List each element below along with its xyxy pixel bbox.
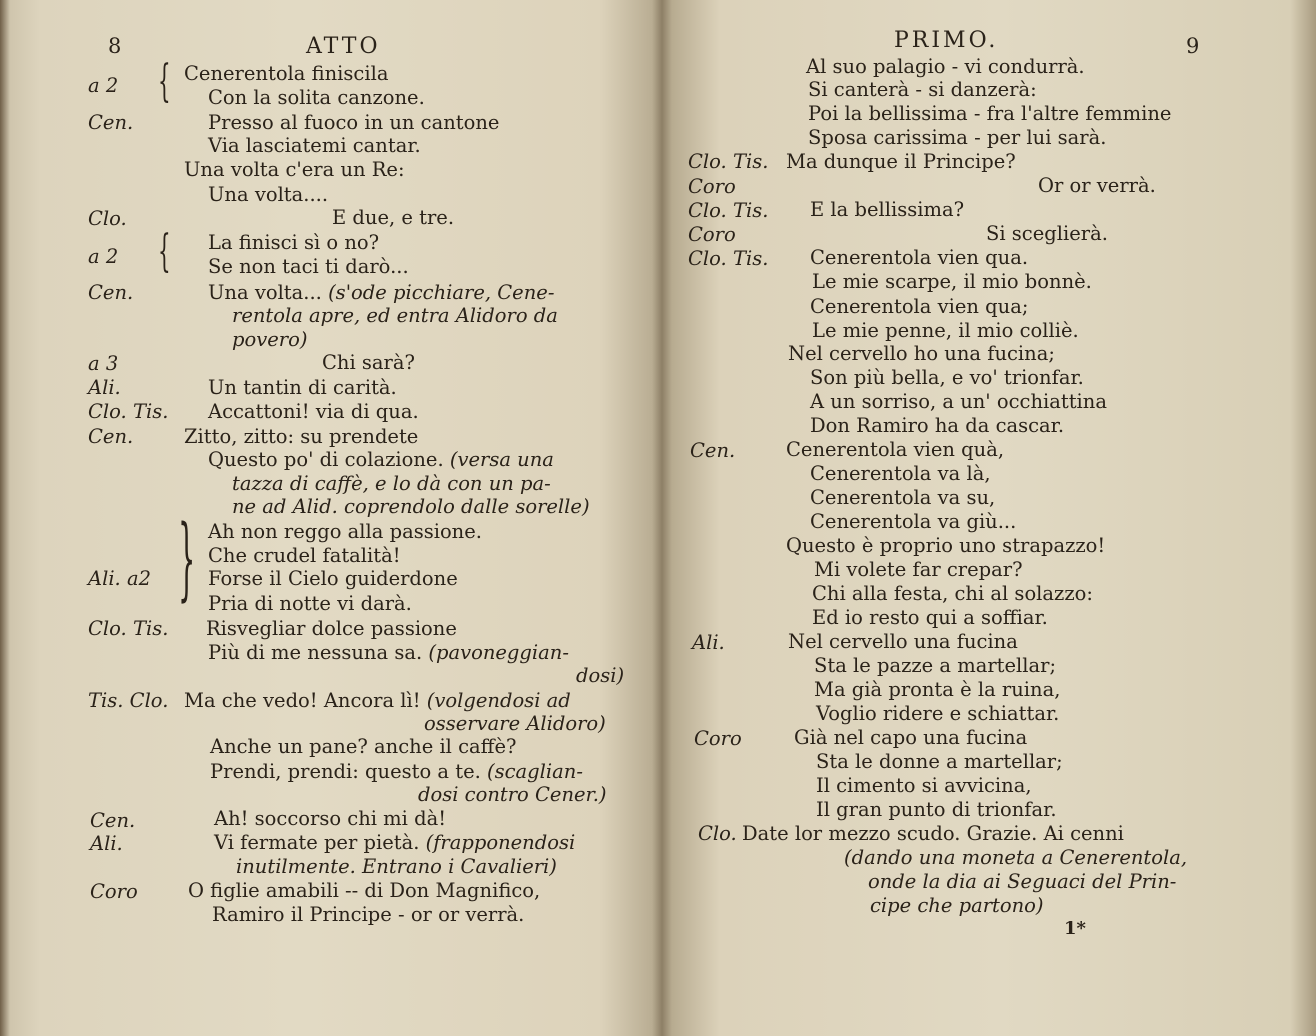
- verse-line: Sposa carissima - per lui sarà.: [808, 126, 1107, 149]
- stage-direction: povero): [232, 328, 308, 351]
- brace: {: [158, 56, 171, 107]
- running-header: PRIMO.: [894, 28, 999, 53]
- signature-mark: 1*: [1064, 918, 1086, 939]
- verse-text: Questo po' di colazione.: [208, 448, 450, 471]
- verse-line: [184, 689, 571, 713]
- verse-line: Le mie penne, il mio colliè.: [812, 319, 1079, 342]
- verse-line: Una volta c'era un Re:: [184, 158, 405, 181]
- stage-direction: ne ad Alid. coprendolo dalle sorelle): [232, 495, 590, 518]
- verse-line: Che crudel fatalità!: [208, 544, 401, 567]
- verse-line: Sta le donne a martellar;: [816, 750, 1063, 773]
- verse-line: [208, 281, 554, 305]
- verse-line: Ramiro il Principe - or or verrà.: [212, 903, 525, 926]
- verse-line: Al suo palagio - vi condurrà.: [806, 55, 1085, 78]
- speaker: Cen.: [88, 111, 134, 134]
- stage-direction: tazza di caffè, e lo dà con un pa-: [232, 472, 551, 495]
- stage-direction: dosi contro Cener.): [418, 783, 607, 806]
- verse-line: [210, 760, 583, 784]
- verse-line: Chi sarà?: [322, 351, 415, 374]
- verse-line: Chi alla festa, chi al solazzo:: [812, 582, 1093, 605]
- verse-line: Già nel capo una fucina: [794, 726, 1028, 749]
- verse-line: Con la solita canzone.: [208, 86, 425, 109]
- speaker: Clo. Tis.: [88, 617, 169, 640]
- brace: {: [158, 226, 171, 277]
- verse-line: A un sorriso, a un' occhiattina: [810, 390, 1107, 413]
- verse-line: E due, e tre.: [332, 206, 455, 229]
- verse-line: Questo è proprio uno strapazzo!: [786, 534, 1106, 557]
- verse-line: Poi la bellissima - fra l'altre femmine: [808, 102, 1172, 125]
- stage-direction: (scaglian-: [487, 760, 583, 783]
- verse-line: Se non taci ti darò...: [208, 255, 409, 278]
- stage-direction: dosi): [576, 664, 625, 687]
- verse-text: Vi fermate per pietà.: [214, 831, 426, 854]
- stage-direction: rentola apre, ed entra Alidoro da: [232, 304, 558, 327]
- stage-direction: inutilmente. Entrano i Cavalieri): [236, 855, 557, 878]
- verse-line: [214, 831, 575, 855]
- verse-line: Cenerentola vien quà,: [786, 438, 1005, 461]
- verse-line: Don Ramiro ha da cascar.: [810, 414, 1065, 437]
- speaker: Cen.: [88, 281, 134, 304]
- verse-text: Prendi, prendi: questo a te.: [210, 760, 488, 783]
- speaker: Clo. Tis.: [88, 400, 169, 423]
- stage-direction: (dando una moneta a Cenerentola,: [844, 846, 1188, 869]
- verse-line: Cenerentola va giù...: [810, 510, 1017, 533]
- right-page: [660, 0, 1316, 1036]
- verse-line: Cenerentola va su,: [810, 486, 996, 509]
- verse-line: Accattoni! via di qua.: [208, 400, 419, 423]
- verse-line: Ah non reggo alla passione.: [208, 520, 482, 543]
- speaker: Coro: [688, 175, 736, 198]
- verse-line: Le mie scarpe, il mio bonnè.: [812, 270, 1092, 293]
- speaker: Coro: [90, 880, 138, 903]
- verse-text: Una volta...: [208, 281, 329, 304]
- verse-line: Il gran punto di trionfar.: [816, 798, 1057, 821]
- speaker: Cen.: [90, 809, 136, 832]
- verse-line: Pria di notte vi darà.: [208, 592, 412, 615]
- verse-line: Ma dunque il Principe?: [786, 150, 1016, 173]
- verse-line: Cenerentola finiscila: [184, 62, 389, 85]
- stage-direction: (volgendosi ad: [426, 689, 571, 712]
- verse-line: Ah! soccorso chi mi dà!: [214, 807, 447, 830]
- running-header: ATTO: [306, 34, 381, 59]
- verse-line: Mi volete far crepar?: [814, 558, 1023, 581]
- brace: {: [178, 513, 196, 618]
- speaker: Coro: [688, 223, 736, 246]
- verse-line: Nel cervello ho una fucina;: [788, 342, 1055, 365]
- verse-line: Cenerentola va là,: [810, 462, 991, 485]
- verse-line: Anche un pane? anche il caffè?: [210, 735, 517, 758]
- verse-line: Cenerentola vien qua;: [810, 295, 1029, 318]
- speaker: Ali.: [692, 631, 725, 654]
- verse-line: Nel cervello una fucina: [788, 630, 1018, 653]
- verse-text: Più di me nessuna sa.: [208, 641, 429, 664]
- speaker: a 2: [88, 245, 119, 268]
- speaker: Clo. Tis.: [688, 247, 769, 270]
- verse-line: Cenerentola vien qua.: [810, 246, 1029, 269]
- verse-line: Via lasciatemi cantar.: [208, 134, 421, 157]
- verse-line: Ed io resto qui a soffiar.: [812, 606, 1048, 629]
- stage-direction: osservare Alidoro): [424, 712, 606, 735]
- speaker: Coro: [694, 727, 742, 750]
- speaker: Clo.: [698, 822, 737, 845]
- verse-line: Risvegliar dolce passione: [206, 617, 457, 640]
- verse-line: Or or verrà.: [1038, 174, 1156, 197]
- speaker: Cen.: [88, 425, 134, 448]
- verse-line: Si canterà - si danzerà:: [808, 78, 1037, 101]
- verse-line: Un tantin di carità.: [208, 376, 397, 399]
- stage-direction: (versa una: [449, 448, 554, 471]
- stage-direction: onde la dia ai Seguaci del Prin-: [868, 870, 1177, 893]
- verse-line: Una volta....: [208, 183, 329, 206]
- verse-line: O figlie amabili -- di Don Magnifico,: [188, 879, 541, 902]
- speaker: a 3: [88, 352, 119, 375]
- speaker: Clo. Tis.: [688, 199, 769, 222]
- speaker: Clo.: [88, 207, 127, 230]
- verse-text: Ma che vedo! Ancora lì!: [184, 689, 427, 712]
- speaker: Ali.: [90, 832, 123, 855]
- stage-direction: (s'ode picchiare, Cene-: [328, 281, 555, 304]
- verse-line: Il cimento si avvicina,: [816, 774, 1032, 797]
- verse-line: Ma già pronta è la ruina,: [814, 678, 1061, 701]
- verse-line: Sta le pazze a martellar;: [814, 654, 1057, 677]
- verse-line: E la bellissima?: [810, 198, 965, 221]
- speaker: a 2: [88, 74, 119, 97]
- page-number: 9: [1186, 34, 1200, 58]
- verse-line: [208, 641, 569, 665]
- verse-line: Zitto, zitto: su prendete: [184, 425, 419, 448]
- verse-line: [208, 448, 554, 472]
- speaker: Cen.: [690, 439, 736, 462]
- stage-direction: cipe che partono): [870, 894, 1044, 917]
- speaker: Ali. a2: [88, 567, 151, 590]
- speaker: Ali.: [88, 376, 121, 399]
- verse-line: Presso al fuoco in un cantone: [208, 111, 500, 134]
- speaker: Tis. Clo.: [88, 689, 169, 712]
- stage-direction: (pavoneggian-: [428, 641, 569, 664]
- verse-line: Date lor mezzo scudo. Grazie. Ai cenni: [742, 822, 1124, 845]
- verse-line: Voglio ridere e schiattar.: [816, 702, 1060, 725]
- verse-line: La finisci sì o no?: [208, 231, 380, 254]
- speaker: Clo. Tis.: [688, 150, 769, 173]
- page-number: 8: [108, 34, 122, 58]
- verse-line: Si sceglierà.: [986, 222, 1108, 245]
- stage-direction: (frapponendosi: [425, 831, 576, 854]
- verse-line: Forse il Cielo guiderdone: [208, 567, 458, 590]
- verse-line: Son più bella, e vo' trionfar.: [810, 366, 1084, 389]
